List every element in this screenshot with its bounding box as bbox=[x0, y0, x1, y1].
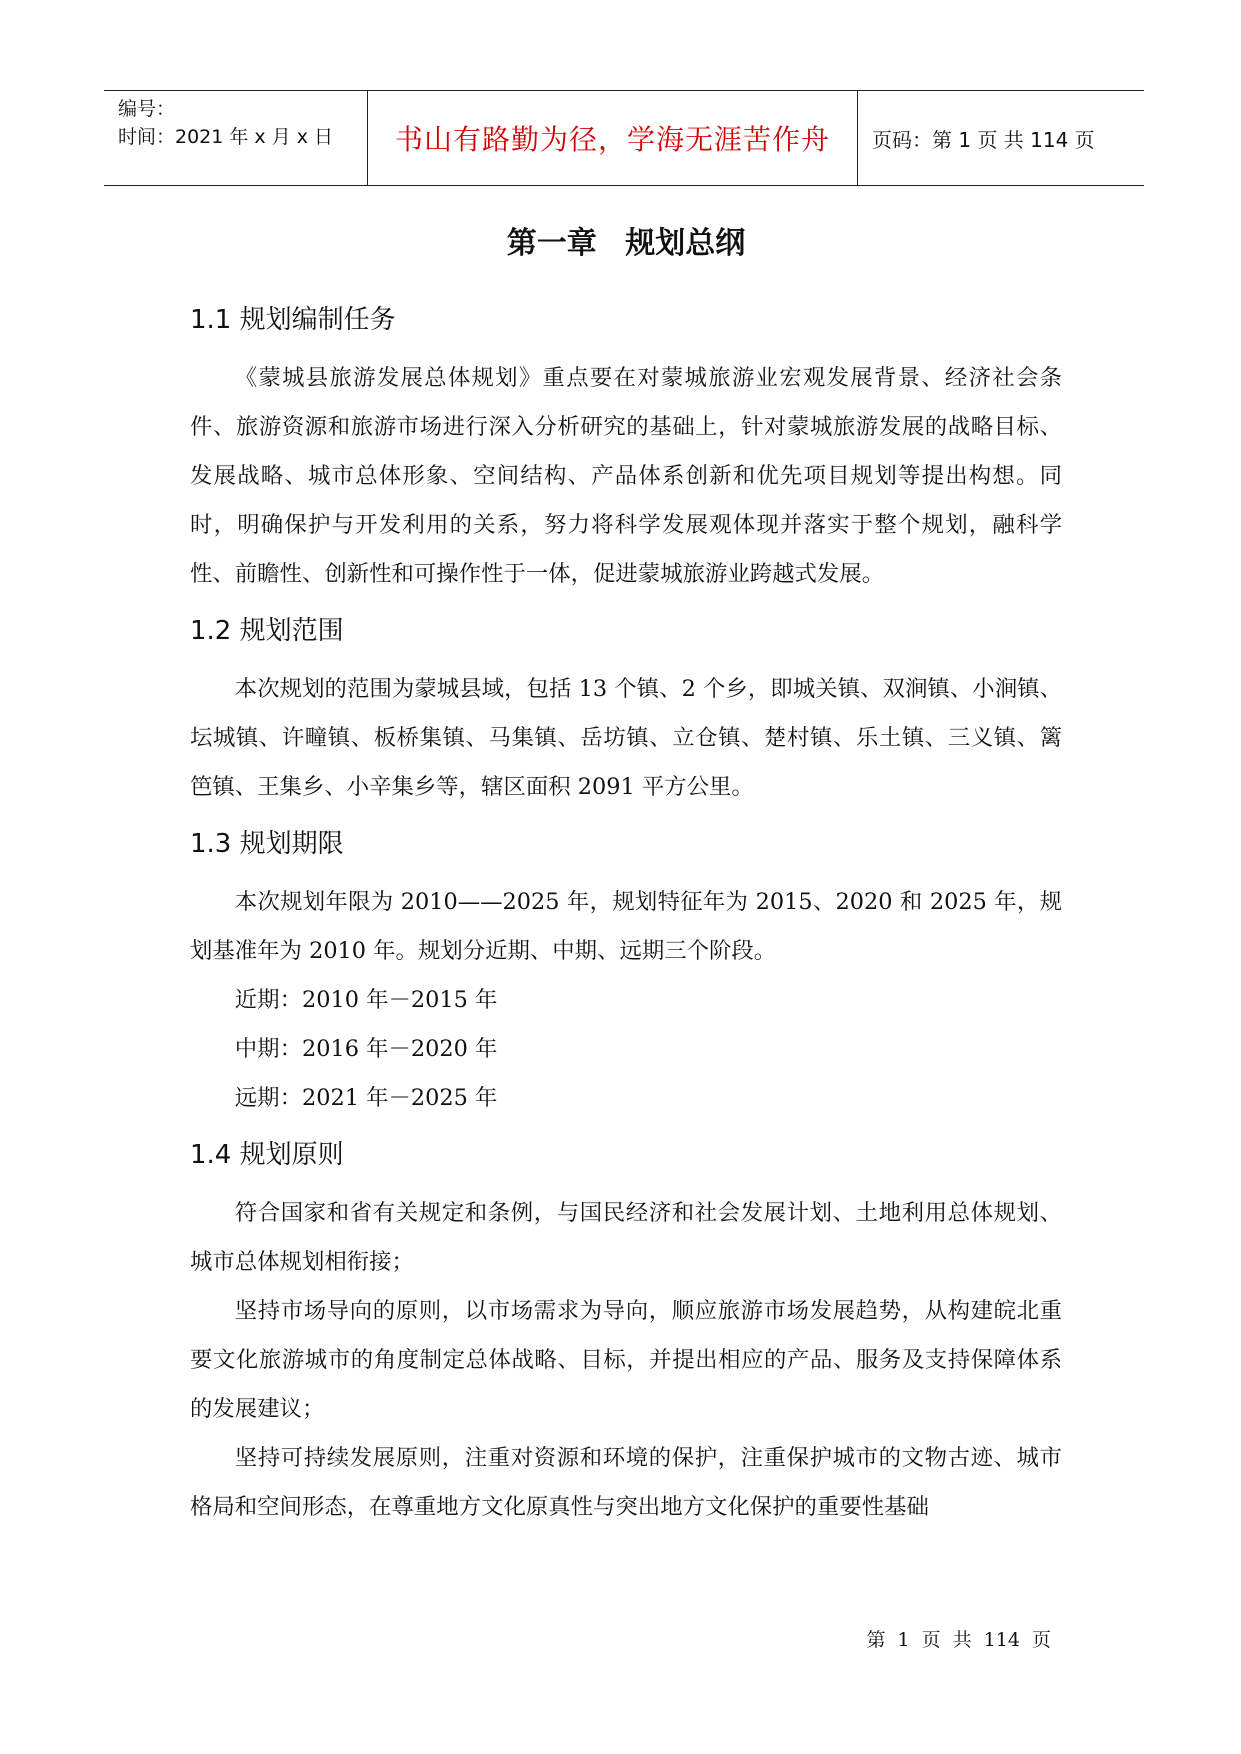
header-info-cell bbox=[104, 91, 368, 185]
section-heading-1-2: 1.2 规划范围 bbox=[190, 616, 344, 646]
section-heading-1-4: 1.4 规划原则 bbox=[190, 1140, 344, 1170]
paragraph: 符合国家和省有关规定和条例，与国民经济和社会发展计划、土地利用总体规划、城市总体规划相衔接； bbox=[190, 1200, 1062, 1275]
section-heading-1-1: 1.1 规划编制任务 bbox=[190, 305, 396, 335]
header-table bbox=[104, 90, 1144, 186]
section-heading-1-3: 1.3 规划期限 bbox=[190, 829, 344, 859]
period-near: 近期：2010 年－2015 年 bbox=[234, 987, 498, 1013]
time-label: 时间：2021 年 x 月 x 日 bbox=[118, 126, 334, 148]
paragraph: 本次规划的范围为蒙城县域，包括 13 个镇、2 个乡，即城关镇、双涧镇、小涧镇、坛城镇、许疃镇、板桥集镇、马集镇、岳坊镇、立仓镇、楚村镇、乐土镇、三义镇、篱笆镇、王集乡、小辛集乡等，辖区面积 2091 平方公里。 bbox=[190, 676, 1062, 800]
document-body bbox=[190, 222, 1062, 1532]
chapter-title: 第一章 规划总纲 bbox=[506, 226, 746, 261]
paragraph: 坚持可持续发展原则，注重对资源和环境的保护，注重保护城市的文物古迹、城市格局和空间形态，在尊重地方文化原真性与突出地方文化保护的重要性基础 bbox=[190, 1445, 1062, 1520]
header-page-cell bbox=[858, 91, 1144, 185]
period-far: 远期：2021 年－2025 年 bbox=[234, 1085, 498, 1111]
header-motto-cell bbox=[368, 91, 858, 185]
paragraph: 坚持市场导向的原则，以市场需求为导向，顺应旅游市场发展趋势，从构建皖北重要文化旅游城市的角度制定总体战略、目标，并提出相应的产品、服务及支持保障体系的发展建议； bbox=[190, 1298, 1062, 1422]
motto-text: 书山有路勤为径，学海无涯苦作舟 bbox=[394, 123, 830, 156]
page-footer: 第 1 页 共 114 页 bbox=[866, 1629, 1051, 1651]
paragraph: 《蒙城县旅游发展总体规划》重点要在对蒙城旅游业宏观发展背景、经济社会条件、旅游资源和旅游市场进行深入分析研究的基础上，针对蒙城旅游发展的战略目标、发展战略、城市总体形象、空间结构、产品体系创新和优先项目规划等提出构想。同时，明确保护与开发利用的关系，努力将科学发展观体现并落实于整个规划，融科学性、前瞻性、创新性和可操作性于一体，促进蒙城旅游业跨越式发展。 bbox=[190, 365, 1062, 587]
number-label: 编号： bbox=[118, 98, 176, 120]
period-mid: 中期：2016 年－2020 年 bbox=[234, 1036, 498, 1062]
paragraph: 本次规划年限为 2010——2025 年，规划特征年为 2015、2020 和 2025 年，规划基准年为 2010 年。规划分近期、中期、远期三个阶段。 bbox=[190, 889, 1062, 964]
page-code: 页码：第 1 页 共 114 页 bbox=[872, 127, 1095, 152]
